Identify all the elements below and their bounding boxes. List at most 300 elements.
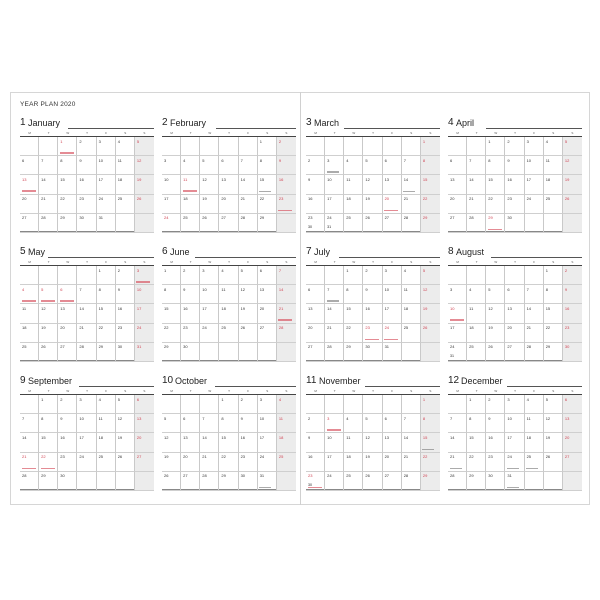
day-cell[interactable] [77,285,96,304]
day-cell[interactable] [97,175,116,194]
day-cell[interactable] [258,214,277,233]
day-cell[interactable] [448,304,467,323]
day-cell[interactable] [363,324,382,343]
day-cell[interactable] [363,414,382,433]
day-cell[interactable] [200,266,219,285]
day-cell[interactable] [135,285,154,304]
day-cell[interactable] [162,453,181,472]
day-cell[interactable] [77,472,96,491]
day-cell[interactable] [181,433,200,452]
day-cell[interactable] [277,266,296,285]
day-cell[interactable] [325,175,344,194]
day-cell[interactable] [239,214,258,233]
day-cell[interactable] [181,137,200,156]
day-cell[interactable] [219,156,238,175]
day-cell[interactable] [505,175,524,194]
day-cell[interactable] [563,453,582,472]
day-cell[interactable] [200,195,219,214]
day-cell[interactable] [486,414,505,433]
day-cell[interactable] [39,137,58,156]
day-cell[interactable] [239,472,258,491]
day-cell[interactable] [277,472,296,491]
day-cell[interactable] [544,304,563,323]
day-cell[interactable] [181,343,200,362]
day-cell[interactable] [467,395,486,414]
day-cell[interactable] [39,214,58,233]
day-cell[interactable] [97,414,116,433]
day-cell[interactable] [363,156,382,175]
day-cell[interactable] [277,324,296,343]
day-cell[interactable] [563,266,582,285]
day-cell[interactable] [116,324,135,343]
day-cell[interactable] [402,433,421,452]
day-cell[interactable] [77,343,96,362]
day-cell[interactable] [544,395,563,414]
day-cell[interactable] [135,304,154,323]
day-cell[interactable] [116,285,135,304]
day-cell[interactable] [467,195,486,214]
day-cell[interactable] [58,324,77,343]
day-cell[interactable] [448,175,467,194]
day-cell[interactable] [97,285,116,304]
day-cell[interactable] [306,214,325,233]
day-cell[interactable] [219,266,238,285]
day-cell[interactable] [239,343,258,362]
day-cell[interactable] [162,195,181,214]
day-cell[interactable] [344,156,363,175]
day-cell[interactable] [239,137,258,156]
day-cell[interactable] [162,324,181,343]
day-cell[interactable] [467,472,486,491]
day-cell[interactable] [135,156,154,175]
day-cell[interactable] [258,175,277,194]
day-cell[interactable] [383,214,402,233]
day-cell[interactable] [135,266,154,285]
day-cell[interactable] [306,156,325,175]
day-cell[interactable] [421,175,440,194]
day-cell[interactable] [421,343,440,362]
day-cell[interactable] [162,414,181,433]
day-cell[interactable] [448,453,467,472]
day-cell[interactable] [219,414,238,433]
day-cell[interactable] [20,156,39,175]
day-cell[interactable] [505,343,524,362]
day-cell[interactable] [486,395,505,414]
day-cell[interactable] [448,156,467,175]
day-cell[interactable] [277,175,296,194]
day-cell[interactable] [181,304,200,323]
day-cell[interactable] [325,453,344,472]
day-cell[interactable] [20,175,39,194]
day-cell[interactable] [544,285,563,304]
day-cell[interactable] [363,433,382,452]
day-cell[interactable] [563,175,582,194]
day-cell[interactable] [116,304,135,323]
day-cell[interactable] [486,266,505,285]
day-cell[interactable] [306,137,325,156]
day-cell[interactable] [239,304,258,323]
day-cell[interactable] [563,195,582,214]
day-cell[interactable] [239,324,258,343]
day-cell[interactable] [383,175,402,194]
day-cell[interactable] [421,324,440,343]
day-cell[interactable] [135,324,154,343]
day-cell[interactable] [486,324,505,343]
day-cell[interactable] [325,266,344,285]
day-cell[interactable] [200,472,219,491]
day-cell[interactable] [402,156,421,175]
day-cell[interactable] [505,137,524,156]
day-cell[interactable] [135,343,154,362]
day-cell[interactable] [277,414,296,433]
day-cell[interactable] [363,395,382,414]
day-cell[interactable] [505,214,524,233]
day-cell[interactable] [39,304,58,323]
day-cell[interactable] [544,414,563,433]
day-cell[interactable] [363,195,382,214]
day-cell[interactable] [383,137,402,156]
day-cell[interactable] [162,433,181,452]
day-cell[interactable] [486,214,505,233]
day-cell[interactable] [486,195,505,214]
day-cell[interactable] [402,195,421,214]
day-cell[interactable] [77,175,96,194]
day-cell[interactable] [383,343,402,362]
day-cell[interactable] [258,156,277,175]
day-cell[interactable] [563,433,582,452]
day-cell[interactable] [363,266,382,285]
day-cell[interactable] [486,156,505,175]
day-cell[interactable] [505,414,524,433]
day-cell[interactable] [421,433,440,452]
day-cell[interactable] [448,285,467,304]
day-cell[interactable] [135,395,154,414]
day-cell[interactable] [162,343,181,362]
day-cell[interactable] [486,285,505,304]
day-cell[interactable] [135,137,154,156]
day-cell[interactable] [344,266,363,285]
day-cell[interactable] [344,195,363,214]
day-cell[interactable] [467,175,486,194]
day-cell[interactable] [306,395,325,414]
day-cell[interactable] [258,137,277,156]
day-cell[interactable] [219,343,238,362]
day-cell[interactable] [544,433,563,452]
day-cell[interactable] [344,285,363,304]
day-cell[interactable] [402,137,421,156]
day-cell[interactable] [239,175,258,194]
day-cell[interactable] [421,214,440,233]
day-cell[interactable] [39,195,58,214]
day-cell[interactable] [363,453,382,472]
day-cell[interactable] [421,266,440,285]
day-cell[interactable] [200,395,219,414]
day-cell[interactable] [181,195,200,214]
day-cell[interactable] [467,453,486,472]
day-cell[interactable] [135,195,154,214]
day-cell[interactable] [421,195,440,214]
day-cell[interactable] [525,285,544,304]
day-cell[interactable] [20,395,39,414]
day-cell[interactable] [421,472,440,491]
day-cell[interactable] [162,175,181,194]
day-cell[interactable] [467,304,486,323]
day-cell[interactable] [448,414,467,433]
day-cell[interactable] [563,156,582,175]
day-cell[interactable] [383,285,402,304]
day-cell[interactable] [525,137,544,156]
day-cell[interactable] [277,156,296,175]
day-cell[interactable] [39,453,58,472]
day-cell[interactable] [525,414,544,433]
day-cell[interactable] [421,285,440,304]
day-cell[interactable] [135,433,154,452]
day-cell[interactable] [277,343,296,362]
day-cell[interactable] [58,343,77,362]
day-cell[interactable] [239,453,258,472]
day-cell[interactable] [344,137,363,156]
day-cell[interactable] [467,214,486,233]
day-cell[interactable] [200,214,219,233]
day-cell[interactable] [162,304,181,323]
day-cell[interactable] [505,266,524,285]
day-cell[interactable] [58,433,77,452]
day-cell[interactable] [162,156,181,175]
day-cell[interactable] [20,472,39,491]
day-cell[interactable] [162,285,181,304]
day-cell[interactable] [135,414,154,433]
day-cell[interactable] [219,195,238,214]
day-cell[interactable] [277,285,296,304]
day-cell[interactable] [20,343,39,362]
day-cell[interactable] [162,214,181,233]
day-cell[interactable] [77,324,96,343]
day-cell[interactable] [544,195,563,214]
day-cell[interactable] [383,433,402,452]
day-cell[interactable] [525,395,544,414]
day-cell[interactable] [58,137,77,156]
day-cell[interactable] [505,395,524,414]
day-cell[interactable] [116,395,135,414]
day-cell[interactable] [58,453,77,472]
day-cell[interactable] [97,395,116,414]
day-cell[interactable] [344,395,363,414]
day-cell[interactable] [402,214,421,233]
day-cell[interactable] [97,324,116,343]
day-cell[interactable] [77,195,96,214]
day-cell[interactable] [200,453,219,472]
day-cell[interactable] [20,304,39,323]
day-cell[interactable] [421,414,440,433]
day-cell[interactable] [525,324,544,343]
day-cell[interactable] [563,472,582,491]
day-cell[interactable] [258,266,277,285]
day-cell[interactable] [181,156,200,175]
day-cell[interactable] [325,433,344,452]
day-cell[interactable] [258,324,277,343]
day-cell[interactable] [219,175,238,194]
day-cell[interactable] [383,266,402,285]
day-cell[interactable] [402,175,421,194]
day-cell[interactable] [20,266,39,285]
day-cell[interactable] [363,214,382,233]
day-cell[interactable] [219,285,238,304]
day-cell[interactable] [486,304,505,323]
day-cell[interactable] [505,285,524,304]
day-cell[interactable] [219,214,238,233]
day-cell[interactable] [162,472,181,491]
day-cell[interactable] [505,304,524,323]
day-cell[interactable] [383,324,402,343]
day-cell[interactable] [525,214,544,233]
day-cell[interactable] [448,433,467,452]
day-cell[interactable] [277,433,296,452]
day-cell[interactable] [58,266,77,285]
day-cell[interactable] [563,214,582,233]
day-cell[interactable] [525,343,544,362]
day-cell[interactable] [219,304,238,323]
day-cell[interactable] [306,453,325,472]
day-cell[interactable] [97,195,116,214]
day-cell[interactable] [58,285,77,304]
day-cell[interactable] [116,175,135,194]
day-cell[interactable] [162,395,181,414]
day-cell[interactable] [219,324,238,343]
day-cell[interactable] [200,304,219,323]
day-cell[interactable] [58,304,77,323]
day-cell[interactable] [505,472,524,491]
day-cell[interactable] [505,433,524,452]
day-cell[interactable] [20,137,39,156]
day-cell[interactable] [306,266,325,285]
day-cell[interactable] [486,453,505,472]
day-cell[interactable] [277,395,296,414]
day-cell[interactable] [467,285,486,304]
day-cell[interactable] [306,304,325,323]
day-cell[interactable] [563,285,582,304]
day-cell[interactable] [383,156,402,175]
day-cell[interactable] [239,433,258,452]
day-cell[interactable] [181,324,200,343]
day-cell[interactable] [306,285,325,304]
day-cell[interactable] [325,137,344,156]
day-cell[interactable] [383,414,402,433]
day-cell[interactable] [525,156,544,175]
day-cell[interactable] [525,175,544,194]
day-cell[interactable] [258,195,277,214]
day-cell[interactable] [39,472,58,491]
day-cell[interactable] [77,453,96,472]
day-cell[interactable] [58,175,77,194]
day-cell[interactable] [467,266,486,285]
day-cell[interactable] [239,395,258,414]
day-cell[interactable] [97,156,116,175]
day-cell[interactable] [181,285,200,304]
day-cell[interactable] [363,285,382,304]
day-cell[interactable] [402,304,421,323]
day-cell[interactable] [306,195,325,214]
day-cell[interactable] [544,343,563,362]
day-cell[interactable] [58,156,77,175]
day-cell[interactable] [486,472,505,491]
day-cell[interactable] [277,214,296,233]
day-cell[interactable] [77,137,96,156]
day-cell[interactable] [486,137,505,156]
day-cell[interactable] [421,137,440,156]
day-cell[interactable] [116,414,135,433]
day-cell[interactable] [77,414,96,433]
day-cell[interactable] [544,453,563,472]
day-cell[interactable] [363,472,382,491]
day-cell[interactable] [544,266,563,285]
day-cell[interactable] [525,472,544,491]
day-cell[interactable] [383,472,402,491]
day-cell[interactable] [383,395,402,414]
day-cell[interactable] [181,214,200,233]
day-cell[interactable] [162,137,181,156]
day-cell[interactable] [39,156,58,175]
day-cell[interactable] [200,137,219,156]
day-cell[interactable] [467,137,486,156]
day-cell[interactable] [181,414,200,433]
day-cell[interactable] [505,324,524,343]
day-cell[interactable] [344,453,363,472]
day-cell[interactable] [448,472,467,491]
day-cell[interactable] [306,175,325,194]
day-cell[interactable] [467,433,486,452]
day-cell[interactable] [563,137,582,156]
day-cell[interactable] [135,175,154,194]
day-cell[interactable] [58,195,77,214]
day-cell[interactable] [467,156,486,175]
day-cell[interactable] [181,395,200,414]
day-cell[interactable] [181,175,200,194]
day-cell[interactable] [20,324,39,343]
day-cell[interactable] [200,285,219,304]
day-cell[interactable] [258,453,277,472]
day-cell[interactable] [181,266,200,285]
day-cell[interactable] [525,195,544,214]
day-cell[interactable] [97,433,116,452]
day-cell[interactable] [344,175,363,194]
day-cell[interactable] [277,195,296,214]
day-cell[interactable] [258,395,277,414]
day-cell[interactable] [448,324,467,343]
day-cell[interactable] [467,414,486,433]
day-cell[interactable] [448,395,467,414]
day-cell[interactable] [325,285,344,304]
day-cell[interactable] [77,304,96,323]
day-cell[interactable] [325,395,344,414]
day-cell[interactable] [39,433,58,452]
day-cell[interactable] [239,195,258,214]
day-cell[interactable] [344,343,363,362]
day-cell[interactable] [402,285,421,304]
day-cell[interactable] [58,414,77,433]
day-cell[interactable] [97,343,116,362]
day-cell[interactable] [97,453,116,472]
day-cell[interactable] [486,433,505,452]
day-cell[interactable] [181,472,200,491]
day-cell[interactable] [325,324,344,343]
day-cell[interactable] [344,433,363,452]
day-cell[interactable] [544,214,563,233]
day-cell[interactable] [116,266,135,285]
day-cell[interactable] [467,324,486,343]
day-cell[interactable] [525,453,544,472]
day-cell[interactable] [448,195,467,214]
day-cell[interactable] [39,175,58,194]
